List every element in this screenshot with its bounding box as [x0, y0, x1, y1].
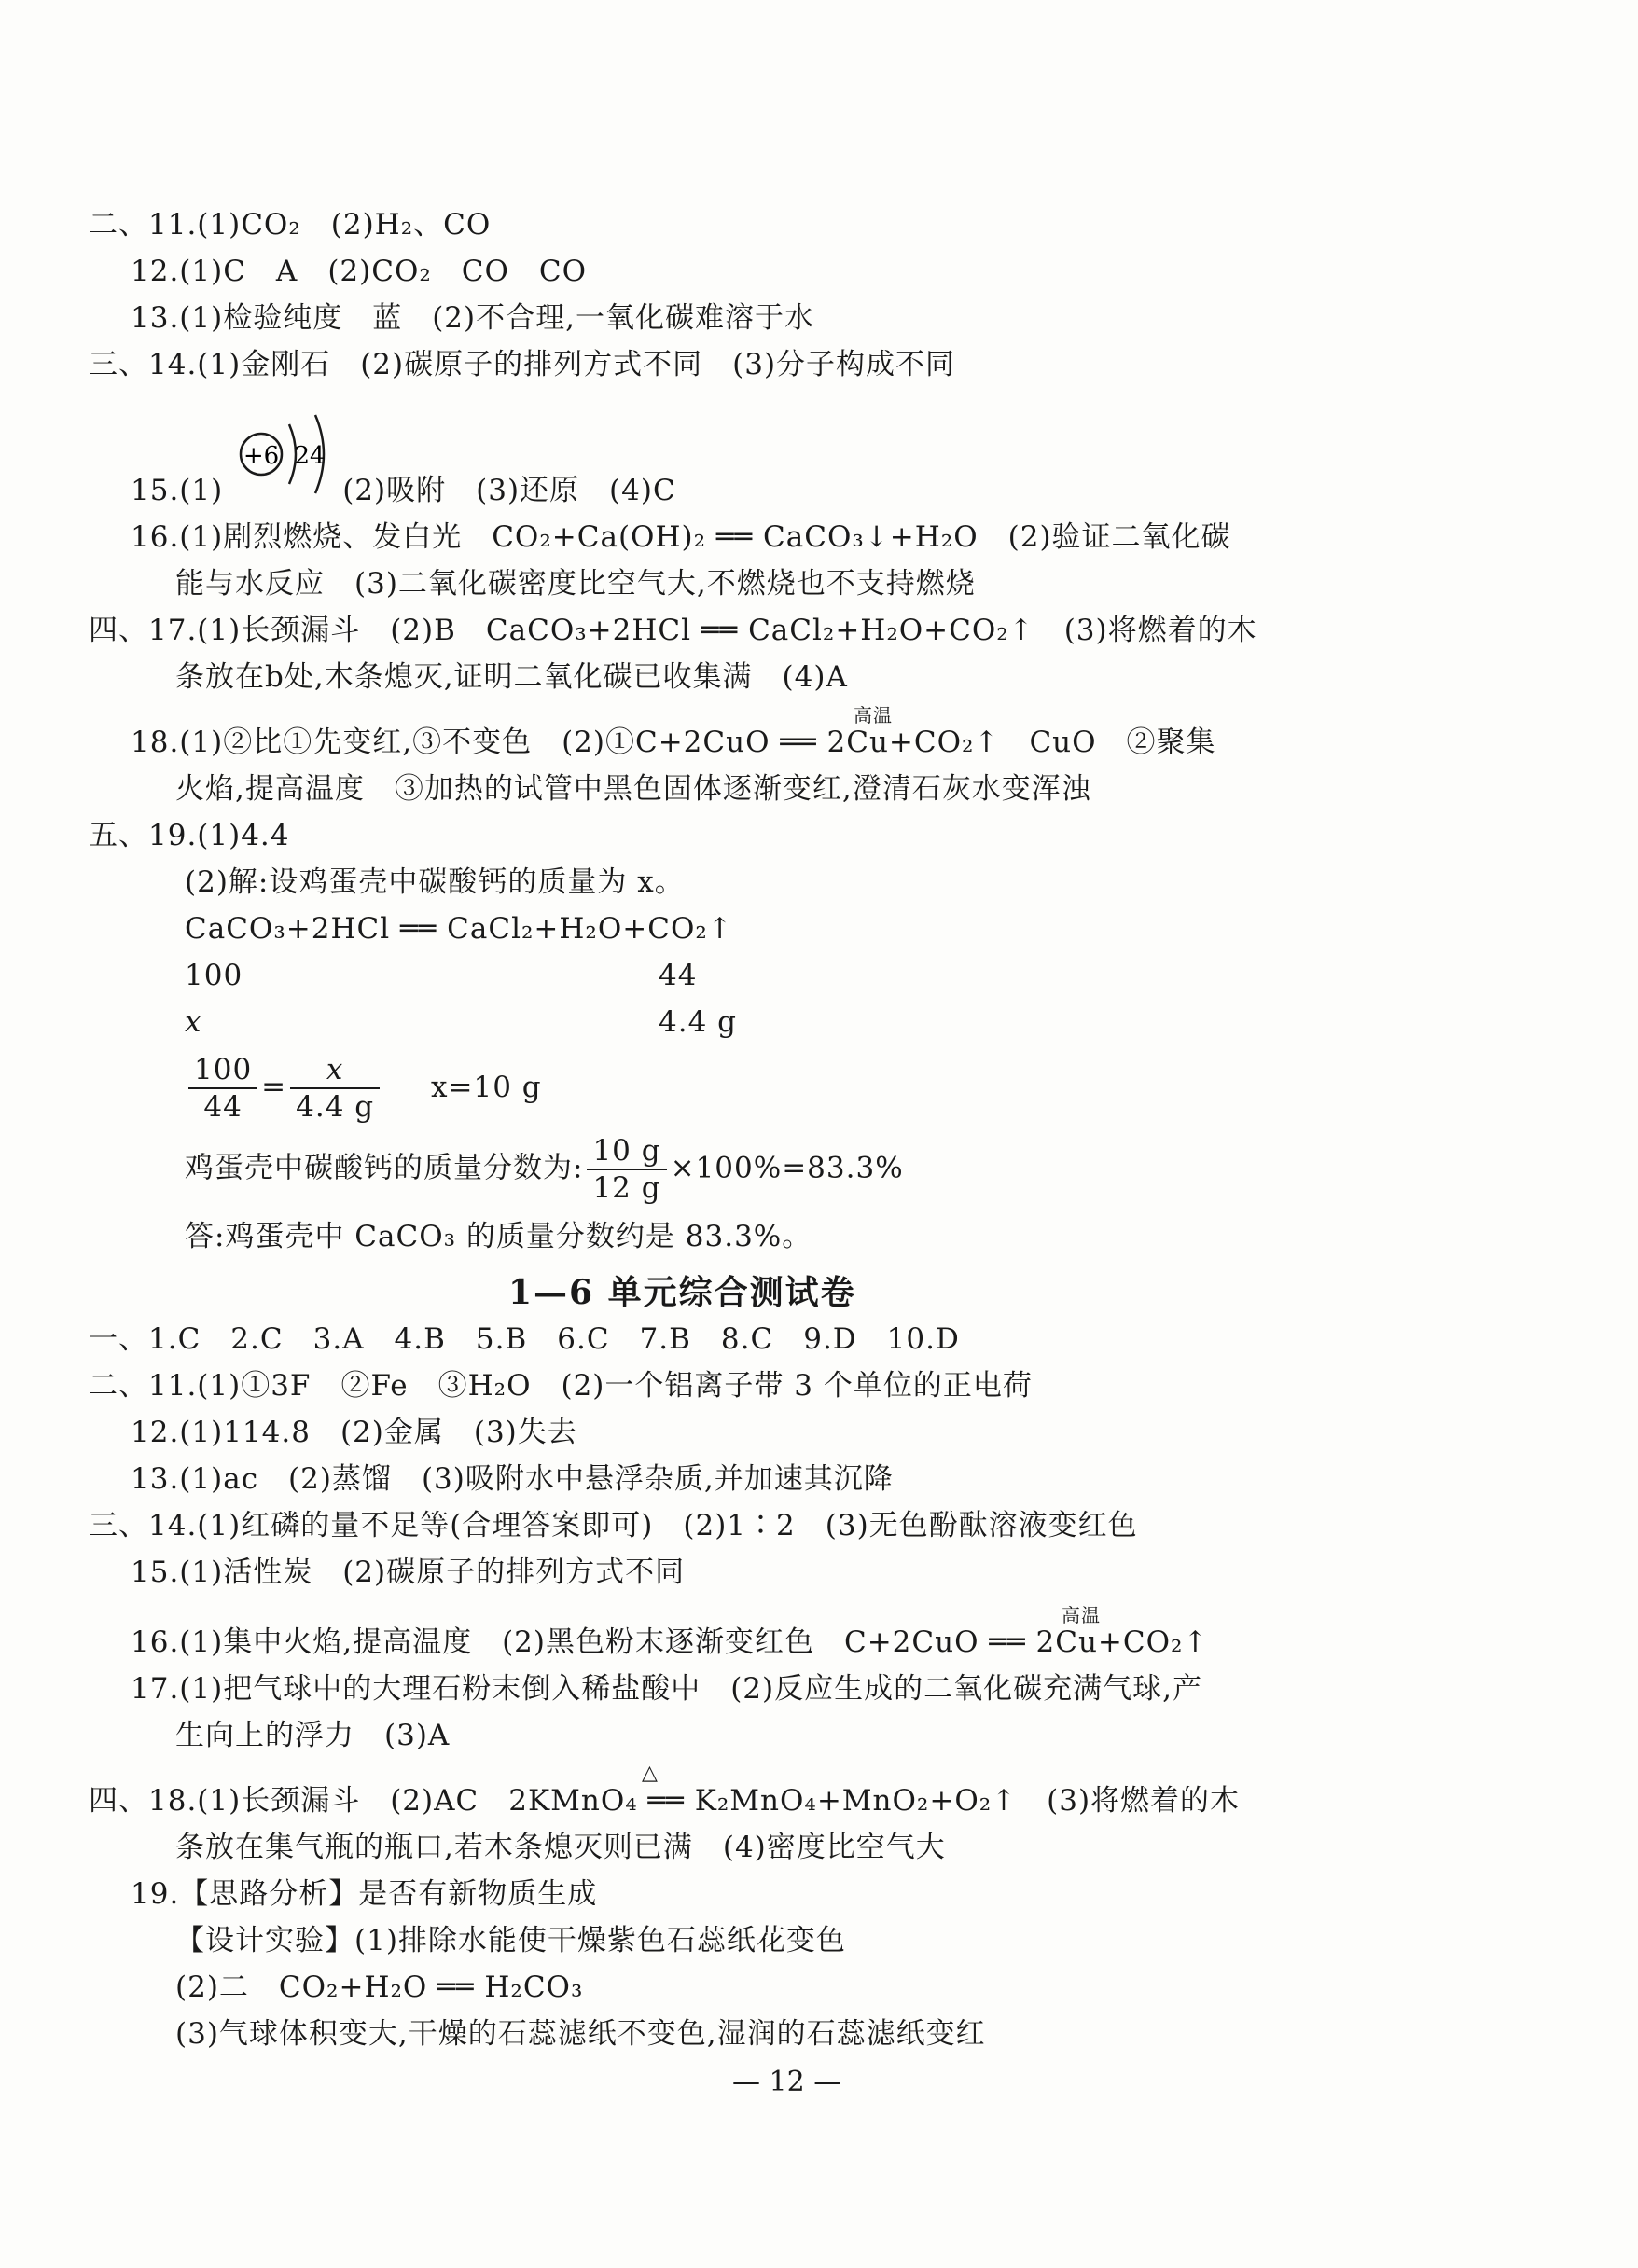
fraction: $\frac{10 g}{12 g}$	[587, 1133, 666, 1206]
section-title: 1—6 单元综合测试卷	[508, 1273, 856, 1312]
answer-line: 答:鸡蛋壳中 CaCO₃ 的质量分数约是 83.3%。	[185, 1220, 812, 1253]
molar-mass-value: 100	[185, 959, 243, 992]
answer-line: 【设计实验】(1)排除水能使干燥紫色石蕊纸花变色	[175, 1924, 846, 1957]
answer-line: 条放在b处,木条熄灭,证明二氧化碳已收集满 (4)A	[175, 660, 848, 694]
answer-line: 16.(1)剧烈燃烧、发白光 CO₂+Ca(OH)₂ ══ CaCO₃↓+H₂O (2)验证二氧化碳	[131, 520, 1231, 554]
answer-line: 16.(1)集中火焰,提高温度 (2)黑色粉末逐渐变红色 C+2CuO ══ 2Cu+CO₂↑	[131, 1625, 1209, 1659]
equation-line: CaCO₃+2HCl ══ CaCl₂+H₂O+CO₂↑	[185, 912, 733, 946]
answer-line: 15.(1) (2)吸附 (3)还原 (4)C	[131, 474, 676, 507]
answer-line: 13.(1)ac (2)蒸馏 (3)吸附水中悬浮杂质,并加速其沉降	[131, 1462, 894, 1496]
answer-line: 三、14.(1)金刚石 (2)碳原子的排列方式不同 (3)分子构成不同	[89, 348, 956, 381]
answer-line: 15.(1)活性炭 (2)碳原子的排列方式不同	[131, 1556, 686, 1589]
known-mass-value: 4.4 g	[659, 1005, 737, 1039]
answer-line: 生向上的浮力 (3)A	[175, 1719, 451, 1752]
reaction-condition-label: 高温	[854, 704, 893, 726]
reaction-condition-label: 高温	[1062, 1604, 1101, 1626]
molar-mass-value: 44	[659, 959, 698, 992]
atom-nucleus-label: +6	[243, 442, 280, 470]
percentage-calculation: 鸡蛋壳中碳酸钙的质量分数为: $\frac{10 g}{12 g}$ ×100%=83.3%	[185, 1134, 904, 1205]
solution-result: x=10 g	[431, 1070, 542, 1104]
answer-line: 四、18.(1)长颈漏斗 (2)AC 2KMnO₄ ══ K₂MnO₄+MnO₂+O₂↑ (3)将燃着的木	[89, 1784, 1241, 1818]
answer-line: 一、1.C 2.C 3.A 4.B 5.B 6.C 7.B 8.C 9.D 10.D	[89, 1322, 960, 1356]
answer-line: 三、14.(1)红磷的量不足等(合理答案即可) (2)1∶2 (3)无色酚酞溶液变红色	[89, 1509, 1138, 1542]
answer-line: 13.(1)检验纯度 蓝 (2)不合理,一氧化碳难溶于水	[131, 301, 814, 335]
answer-line: (3)气球体积变大,干燥的石蕊滤纸不变色,湿润的石蕊滤纸变红	[175, 2017, 986, 2051]
answer-line: 17.(1)把气球中的大理石粉末倒入稀盐酸中 (2)反应生成的二氧化碳充满气球,产	[131, 1672, 1202, 1706]
proportion-equation: $\frac{100}{44}$ = $\frac{x}{4.4 g}$ x=10 g	[185, 1052, 542, 1125]
answer-line: (2)解:设鸡蛋壳中碳酸钙的质量为 x。	[185, 865, 685, 899]
answer-line: 能与水反应 (3)二氧化碳密度比空气大,不燃烧也不支持燃烧	[175, 567, 976, 601]
page-number: — 12 —	[732, 2066, 842, 2098]
answer-line: 二、11.(1)CO₂ (2)H₂、CO	[89, 208, 492, 242]
answer-line: 五、19.(1)4.4	[89, 819, 290, 852]
answer-line: 12.(1)114.8 (2)金属 (3)失去	[131, 1416, 577, 1449]
answer-line: (2)二 CO₂+H₂O ══ H₂CO₃	[175, 1971, 584, 2004]
answer-line: 19.【思路分析】是否有新物质生成	[131, 1877, 598, 1911]
answer-line: 二、11.(1)①3F ②Fe ③H₂O (2)一个铝离子带 3 个单位的正电荷	[89, 1369, 1033, 1403]
fraction: $\frac{100}{44}$	[188, 1052, 257, 1125]
answer-line: 四、17.(1)长颈漏斗 (2)B CaCO₃+2HCl ══ CaCl₂+H₂O+CO₂↑ (3)将燃着的木	[89, 614, 1257, 647]
answer-line: 火焰,提高温度 ③加热的试管中黑色固体逐渐变红,澄清石灰水变浑浊	[175, 772, 1091, 806]
answer-line: 12.(1)C A (2)CO₂ CO CO	[131, 255, 588, 288]
fraction: $\frac{x}{4.4 g}$	[290, 1052, 380, 1125]
answer-line: 条放在集气瓶的瓶口,若木条熄灭则已满 (4)密度比空气大	[175, 1831, 946, 1864]
reaction-condition-label: △	[642, 1762, 659, 1785]
unknown-mass-value: x	[185, 1005, 202, 1039]
atom-shell-electrons: 24	[294, 442, 326, 470]
answer-line: 18.(1)②比①先变红,③不变色 (2)①C+2CuO ══ 2Cu+CO₂↑ CuO ②聚集	[131, 726, 1216, 759]
